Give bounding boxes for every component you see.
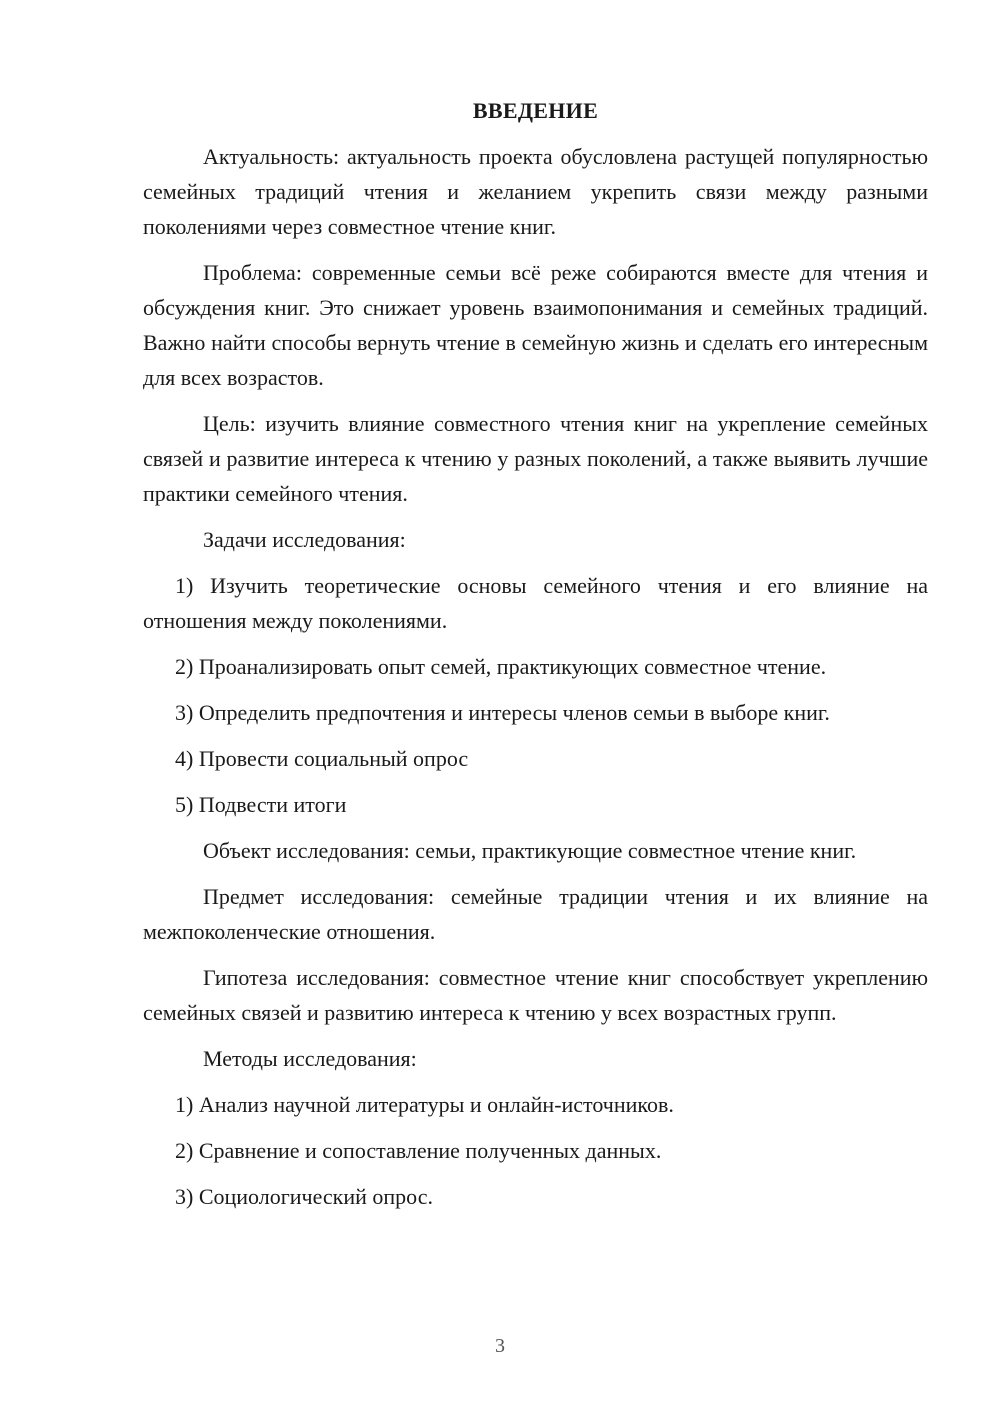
methods-title: Методы исследования: [203,1046,417,1071]
task-item-2: 2) Проанализировать опыт семей, практикующих совместное чтение. [175,654,827,679]
section-heading: ВВЕДЕНИЕ [472,98,599,123]
task-item-1: 1) Изучить теоретические основы семейного чтения и его влияние на отношения между поколениями. [143,573,928,633]
problem-paragraph: Проблема: современные семьи всё реже собираются вместе для чтения и обсуждения книг. Это снижает уровень взаимопонимания и семейных традиций. Важно найти способы вернуть чтение в семейную жизнь и сделать его интересным для всех возрастов. [143,260,928,390]
method-item-1: 1) Анализ научной литературы и онлайн-источников. [175,1092,674,1117]
hypothesis-paragraph: Гипотеза исследования: совместное чтение книг способствует укреплению семейных связей и развитию интереса к чтению у всех возрастных групп. [143,965,928,1025]
tasks-title: Задачи исследования: [203,527,406,552]
object-paragraph: Объект исследования: семьи, практикующие совместное чтение книг. [203,838,857,863]
page-number: 3 [495,1335,505,1357]
document-page [143,96,928,1225]
task-item-3: 3) Определить предпочтения и интересы членов семьи в выборе книг. [175,700,830,725]
method-item-3: 3) Социологический опрос. [175,1184,433,1209]
method-item-2: 2) Сравнение и сопоставление полученных данных. [175,1138,662,1163]
subject-paragraph: Предмет исследования: семейные традиции чтения и их влияние на межпоколенческие отношения. [143,884,928,944]
relevance-paragraph: Актуальность: актуальность проекта обусловлена растущей популярностью семейных традиций чтения и желанием укрепить связи между разными поколениями через совместное чтение книг. [143,144,928,239]
task-item-5: 5) Подвести итоги [175,792,347,817]
goal-paragraph: Цель: изучить влияние совместного чтения книг на укрепление семейных связей и развитие интереса к чтению у разных поколений, а также выявить лучшие практики семейного чтения. [143,411,928,506]
task-item-4: 4) Провести социальный опрос [175,746,469,771]
